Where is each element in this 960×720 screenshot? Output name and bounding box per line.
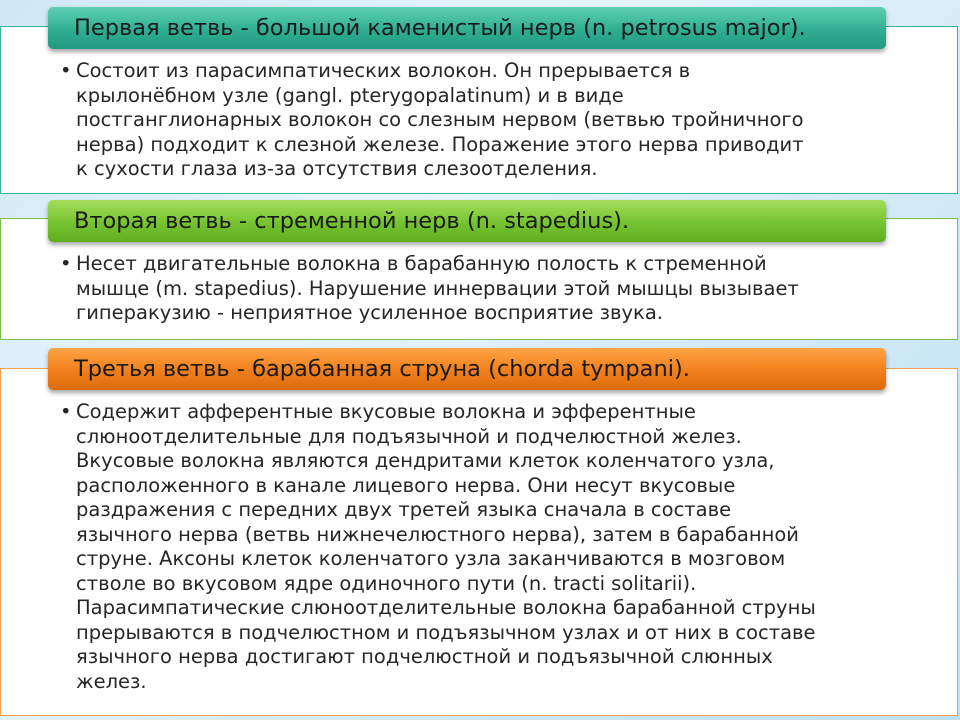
body-line: постганглионарных волокон со слезным нервом (ветвью тройничного <box>76 108 804 131</box>
body-line: • Состоит из парасимпатических волокон. Он прерывается в <box>76 59 936 84</box>
body-line: крылонёбном узле (gangl. pterygopalatinum) и в виде <box>76 83 624 107</box>
body-line: раздражения с передних двух третей языка сначала в составе <box>76 498 732 521</box>
section-1-body <box>76 59 936 182</box>
section-3-body <box>76 400 936 694</box>
section-3-title: Третья ветвь - барабанная струна (chorda tympani). <box>48 348 886 390</box>
body-line: мышце (m. stapedius). Нарушение иннервации этой мышцы вызывает <box>76 276 799 300</box>
body-line: язычного нерва (ветвь нижнечелюстного нерва), затем в барабанной <box>76 522 799 546</box>
body-line: Вкусовые волокна являются дендритами клеток коленчатого узла, <box>76 449 775 472</box>
body-line: гиперакузию - неприятное усиленное восприятие звука. <box>76 301 663 324</box>
body-line: • Несет двигательные волокна в барабанную полость к стременной <box>76 252 936 277</box>
body-line: к сухости глаза из-за отсутствия слезоотделения. <box>76 157 598 180</box>
body-line: расположенного в канале лицевого нерва. Они несут вкусовые <box>76 473 736 497</box>
body-line: прерываются в подчелюстном и подъязычном узлах и от них в составе <box>76 620 816 644</box>
section-2-title: Вторая ветвь - стременной нерв (n. stapedius). <box>48 200 886 242</box>
section-1-title: Первая ветвь - большой каменистый нерв (n. petrosus major). <box>48 7 886 49</box>
body-line: слюноотделительные для подъязычной и подчелюстной желез. <box>76 424 742 448</box>
body-line: • Содержит афферентные вкусовые волокна и эфферентные <box>76 400 936 425</box>
body-line: стволе во вкусовом ядре одиночного пути (n. tracti solitarii). <box>76 571 697 595</box>
body-line: нерва) подходит к слезной железе. Поражение этого нерва приводит <box>76 132 804 156</box>
section-2-body <box>76 252 936 326</box>
body-line: струне. Аксоны клеток коленчатого узла заканчиваются в мозговом <box>76 547 786 570</box>
body-line: Парасимпатические слюноотделительные волокна барабанной струны <box>76 596 816 619</box>
body-line: желез. <box>76 669 147 693</box>
body-line: язычного нерва достигают подчелюстной и подъязычной слюнных <box>76 645 773 668</box>
